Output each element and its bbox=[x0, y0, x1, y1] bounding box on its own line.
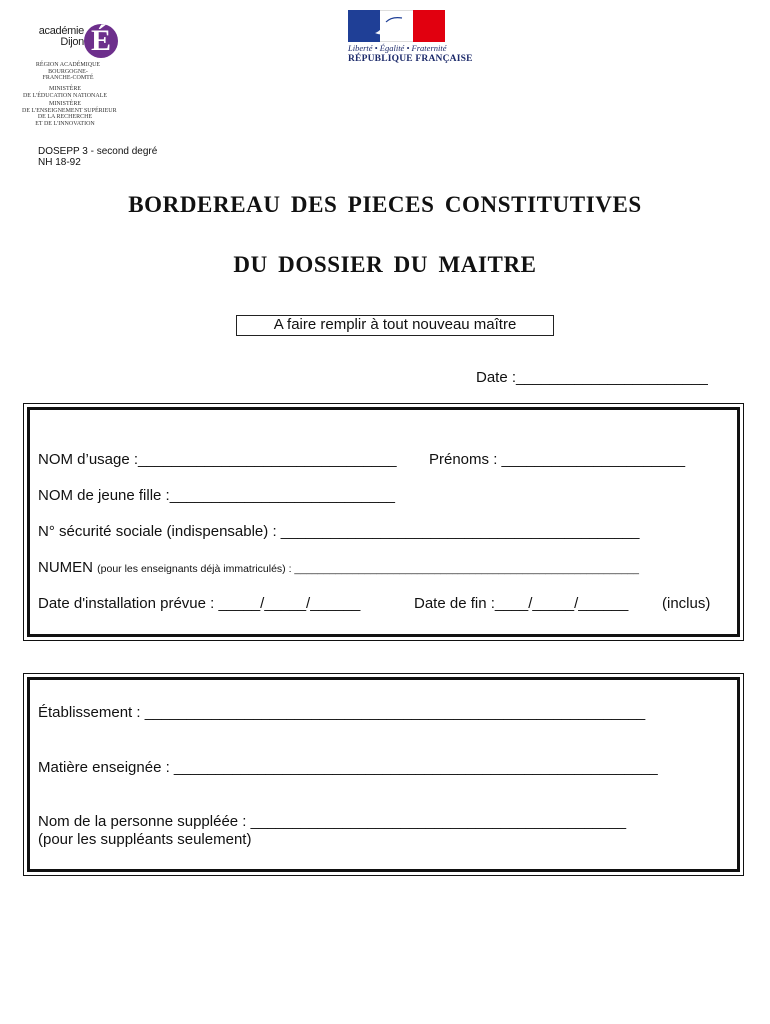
numen-label: NUMEN bbox=[38, 559, 93, 576]
region-line: RÉGION ACADÉMIQUE bbox=[35, 62, 101, 68]
region-text bbox=[28, 62, 108, 82]
marianne-profile-icon bbox=[362, 12, 422, 42]
assignment-section bbox=[27, 677, 740, 872]
region-line: FRANCHE-COMTÉ bbox=[42, 75, 94, 81]
prenoms-field[interactable]: Prénoms : ______________________ bbox=[429, 451, 686, 468]
matiere-field[interactable]: Matière enseignée : __________________________________________________________ bbox=[38, 759, 658, 776]
page-title-line1: BORDEREAU DES PIECES CONSTITUTIVES bbox=[128, 192, 642, 217]
reference-line2: NH 18-92 bbox=[38, 157, 81, 168]
document-reference bbox=[38, 146, 157, 168]
academie-line2: Dijon bbox=[60, 36, 84, 48]
instruction-notice: A faire remplir à tout nouveau maître bbox=[236, 315, 554, 336]
reference-line1: DOSEPP 3 - second degré bbox=[38, 146, 158, 157]
installation-date-field[interactable]: Date d'installation prévue : _____/_____/______ bbox=[38, 595, 361, 612]
nom-jeune-fille-field[interactable]: NOM de jeune fille :___________________________ bbox=[38, 487, 395, 504]
ministry-line: MINISTÈRE bbox=[49, 101, 81, 107]
page-title-line2: DU DOSSIER DU MAITRE bbox=[233, 252, 537, 277]
end-date-field[interactable]: Date de fin :____/_____/______ bbox=[414, 595, 629, 612]
suppleee-note: (pour les suppléants seulement) bbox=[38, 831, 252, 848]
numen-field[interactable] bbox=[38, 559, 639, 576]
ministry-line: DE L'ENSEIGNEMENT SUPÉRIEUR bbox=[22, 107, 117, 114]
academie-e-icon: É bbox=[84, 24, 118, 58]
academie-wordmark bbox=[34, 26, 84, 48]
ministry-higher-education-text bbox=[22, 101, 117, 127]
etablissement-field[interactable]: Établissement : ____________________________________________________________ bbox=[38, 704, 646, 721]
ministry-education-text bbox=[22, 86, 108, 99]
ministry-line: DE L'ÉDUCATION NATIONALE bbox=[22, 92, 108, 99]
ministry-line: DE LA RECHERCHE bbox=[37, 114, 93, 120]
numen-note: (pour les enseignants déjà immatriculés) : ___________________________________________________________ bbox=[97, 563, 639, 575]
securite-sociale-field[interactable]: N° sécurité sociale (indispensable) : ___________________________________________ bbox=[38, 523, 640, 540]
identity-section bbox=[27, 407, 740, 637]
marianne-logo bbox=[348, 10, 473, 66]
academie-logo bbox=[22, 12, 122, 127]
ministry-line: ET DE L'INNOVATION bbox=[35, 120, 95, 127]
ministry-line: MINISTÈRE bbox=[49, 86, 81, 92]
motto-text: Liberté • Égalité • Fraternité bbox=[348, 43, 447, 53]
personne-suppleee-field[interactable]: Nom de la personne suppléée : _____________________________________________ bbox=[38, 813, 627, 830]
inclus-label: (inclus) bbox=[662, 595, 711, 612]
date-field[interactable]: Date :_______________________ bbox=[476, 369, 708, 386]
nom-usage-field[interactable]: NOM d’usage :_______________________________ bbox=[38, 451, 397, 468]
academie-line1: académie bbox=[38, 25, 84, 37]
region-line: BOURGOGNE- bbox=[48, 68, 88, 75]
republique-text: RÉPUBLIQUE FRANÇAISE bbox=[348, 54, 473, 64]
